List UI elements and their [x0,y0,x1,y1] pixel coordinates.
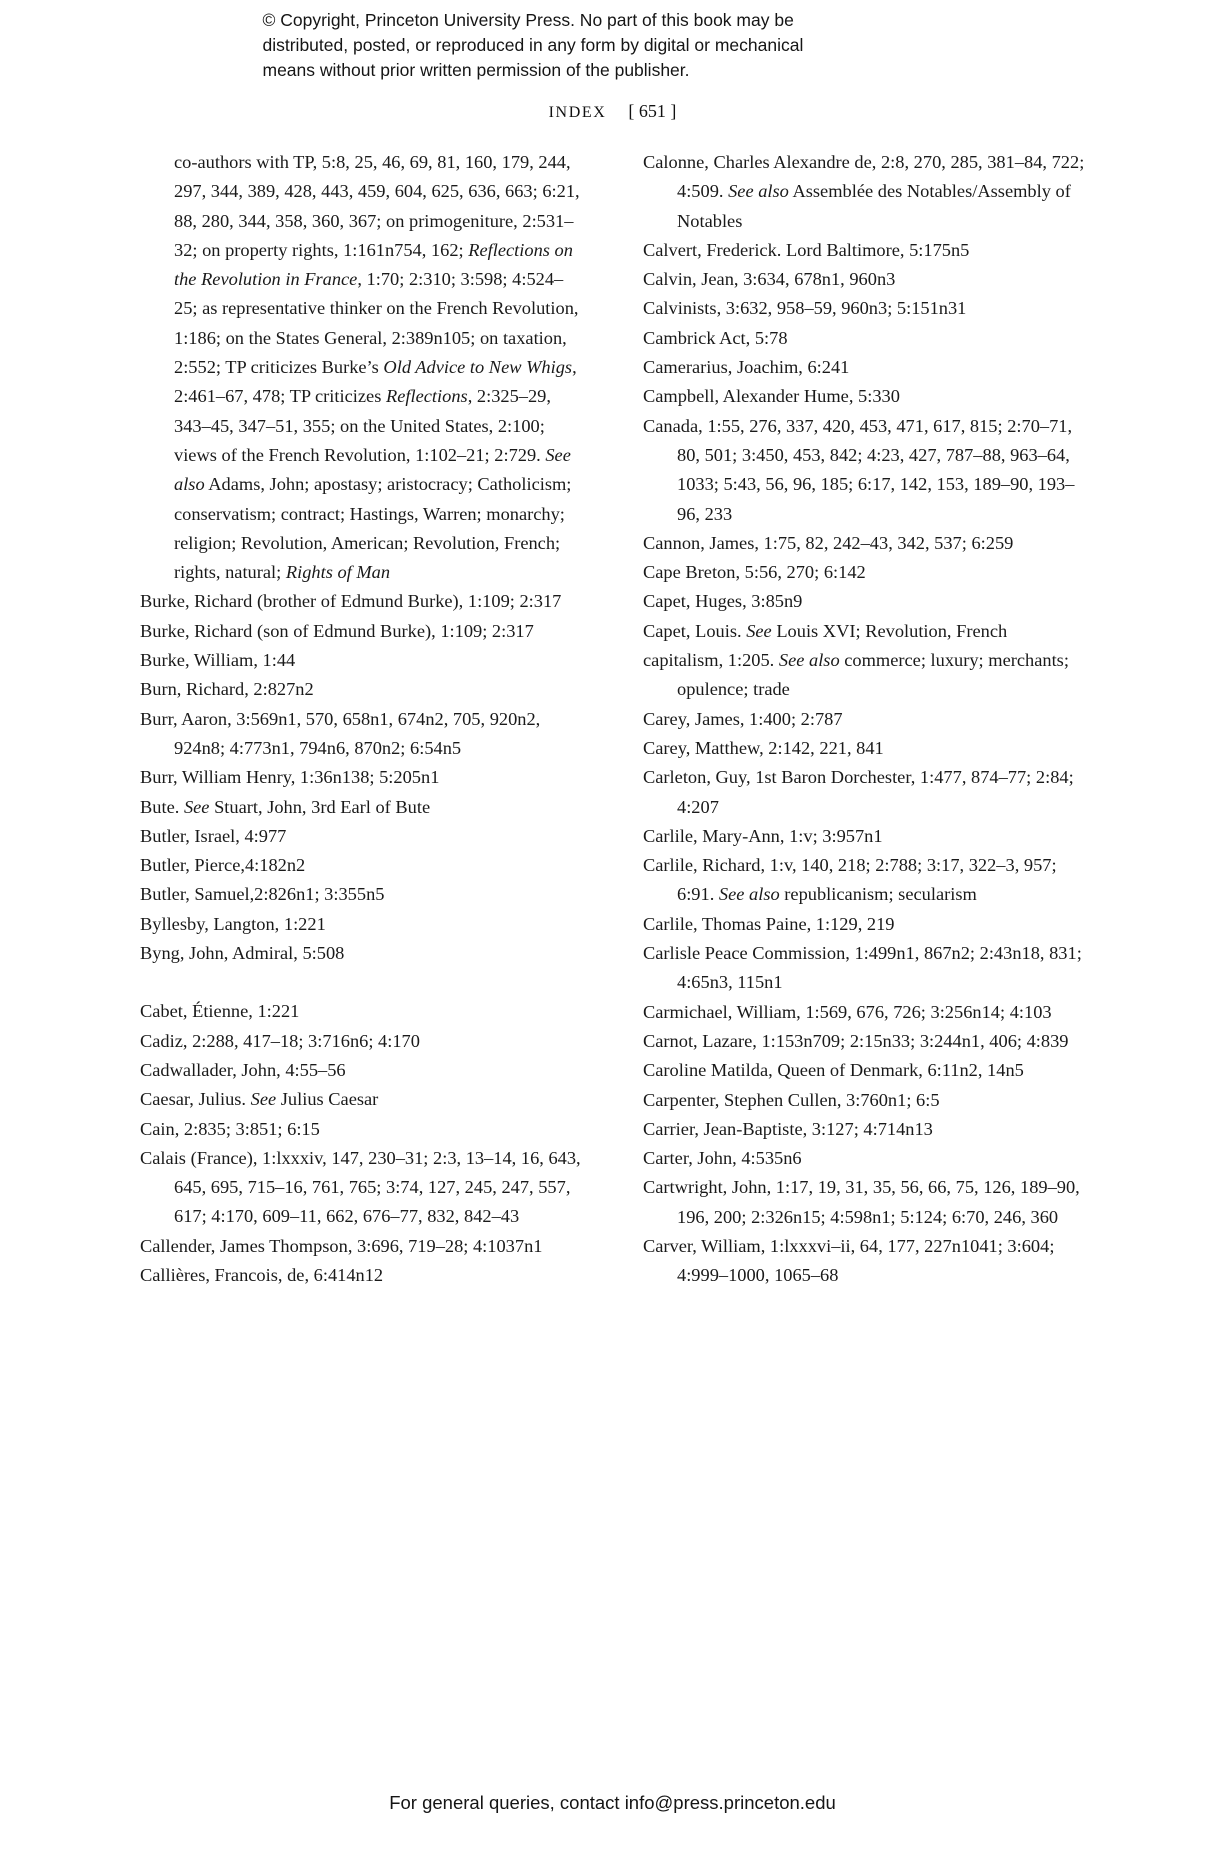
index-entry: Butler, Pierce,4:182n2 [140,855,306,876]
index-entry: Cabet, Étienne, 1:221 [140,1001,300,1022]
index-entry: Butler, Samuel,2:826n1; 3:355n5 [140,884,385,905]
index-entry: Carter, John, 4:535n6 [643,1148,802,1169]
index-entry: capitalism, 1:205. See also commerce; luxury; merchants; opulence; trade [643,650,1069,700]
index-entry: Capet, Louis. See Louis XVI; Revolution, French [643,620,1008,641]
page-footer: For general queries, contact info@press.princeton.edu [389,1792,836,1813]
index-entry: Cadwallader, John, 4:55–56 [140,1059,346,1080]
index-entry: Calvin, Jean, 3:634, 678n1, 960n3 [643,269,896,290]
index-entry: Carrier, Jean-Baptiste, 3:127; 4:714n13 [643,1118,933,1139]
index-entry-continued: co-authors with TP, 5:8, 25, 46, 69, 81, 160, 179, 244, 297, 344, 389, 428, 443, 459, 604, 625, 636, 663; 6:21, 88, 280, 344, 358, 360, 367; on primogeniture, 2:531–32; on property rights, 1:161n754, 162; Reflections on the Revolution in France, 1:70; 2:310; 3:598; 4:524–25; as representative thinker on the French Revolution, 1:186; on the States General, 2:389n105; on taxation, 2:552; TP criticizes Burke’s Old Advice to New Whigs, 2:461–67, 478; TP criticizes Reflections, 2:325–29, 343–45, 347–51, 355; on the United States, 2:100; views of the French Revolution, 1:102–21; 2:729. See also Adams, John; apostasy; aristocracy; Catholicism; conservatism; contract; Hastings, Warren; monarchy; religion; Revolution, American; Revolution, French; rights, natural; Rights of Man [174,152,580,583]
index-entry: Carlisle Peace Commission, 1:499n1, 867n2; 2:43n18, 831; 4:65n3, 115n1 [643,943,1082,993]
index-entry: Callières, Francois, de, 6:414n12 [140,1264,384,1285]
index-entry: Burr, William Henry, 1:36n138; 5:205n1 [140,767,440,788]
letter-section-gap [140,968,585,997]
index-entry: Calvert, Frederick. Lord Baltimore, 5:175n5 [643,239,970,260]
running-head [0,101,1225,122]
index-entry: Caroline Matilda, Queen of Denmark, 6:11n2, 14n5 [643,1060,1024,1081]
index-entry: Camerarius, Joachim, 6:241 [643,357,850,378]
index-entry: Burke, Richard (son of Edmund Burke), 1:109; 2:317 [140,620,534,641]
index-entry: Carpenter, Stephen Cullen, 3:760n1; 6:5 [643,1089,940,1110]
index-entry: Carey, James, 1:400; 2:787 [643,708,843,729]
copyright-line-3: means without prior written permission of the publisher. [262,59,690,80]
index-entry: Carey, Matthew, 2:142, 221, 841 [643,737,884,758]
copyright-line-1: © Copyright, Princeton University Press. No part of this book may be [262,10,794,30]
index-entry: Calonne, Charles Alexandre de, 2:8, 270, 285, 381–84, 722; 4:509. See also Assemblée des Notables/Assembly of Notables [643,152,1085,231]
index-entry: Callender, James Thompson, 3:696, 719–28; 4:1037n1 [140,1235,543,1256]
index-entry: Bute. See Stuart, John, 3rd Earl of Bute [140,796,431,817]
index-column-right [643,148,1088,1291]
index-entry: Cape Breton, 5:56, 270; 6:142 [643,562,866,583]
index-entry: Capet, Huges, 3:85n9 [643,591,803,612]
index-entry: Burke, Richard (brother of Edmund Burke), 1:109; 2:317 [140,591,562,612]
copyright-notice [0,8,1225,83]
index-entry: Carlile, Mary-Ann, 1:v; 3:957n1 [643,825,883,846]
index-entry: Carnot, Lazare, 1:153n709; 2:15n33; 3:244n1, 406; 4:839 [643,1030,1069,1051]
copyright-line-2: distributed, posted, or reproduced in any form by digital or mechanical [262,34,804,55]
running-head-label: INDEX [548,104,607,121]
index-entry: Caesar, Julius. See Julius Caesar [140,1089,379,1110]
index-entry: Calais (France), 1:lxxxiv, 147, 230–31; 2:3, 13–14, 16, 643, 645, 695, 715–16, 761, 765; 3:74, 127, 245, 247, 557, 617; 4:170, 609–11, 662, 676–77, 832, 842–43 [140,1147,581,1227]
index-entry: Calvinists, 3:632, 958–59, 960n3; 5:151n31 [643,298,967,319]
index-entry: Butler, Israel, 4:977 [140,825,287,846]
index-entry: Cambrick Act, 5:78 [643,327,788,348]
index-entry: Byllesby, Langton, 1:221 [140,913,326,934]
index-column-left [140,148,585,1291]
index-entry: Cain, 2:835; 3:851; 6:15 [140,1118,320,1139]
index-entry: Cannon, James, 1:75, 82, 242–43, 342, 537; 6:259 [643,532,1014,553]
index-entry: Carleton, Guy, 1st Baron Dorchester, 1:477, 874–77; 2:84; 4:207 [643,767,1074,817]
index-entry: Burn, Richard, 2:827n2 [140,679,314,700]
index-entry: Byng, John, Admiral, 5:508 [140,943,345,964]
index-entry: Cadiz, 2:288, 417–18; 3:716n6; 4:170 [140,1030,420,1051]
index-entry: Carlile, Thomas Paine, 1:129, 219 [643,913,895,934]
index-entry: Carmichael, William, 1:569, 676, 726; 3:256n14; 4:103 [643,1001,1052,1022]
index-columns [140,148,1088,1291]
index-entry: Campbell, Alexander Hume, 5:330 [643,386,900,407]
page-folio: [ 651 ] [628,101,677,121]
index-entry: Burr, Aaron, 3:569n1, 570, 658n1, 674n2, 705, 920n2, 924n8; 4:773n1, 794n6, 870n2; 6:54n5 [140,708,541,758]
index-entry: Burke, William, 1:44 [140,650,296,671]
index-entry: Carver, William, 1:lxxxvi–ii, 64, 177, 227n1041; 3:604; 4:999–1000, 1065–68 [643,1235,1055,1286]
index-entry: Canada, 1:55, 276, 337, 420, 453, 471, 617, 815; 2:70–71, 80, 501; 3:450, 453, 842; 4:23, 427, 787–88, 963–64, 1033; 5:43, 56, 96, 185; 6:17, 142, 153, 189–90, 193–96, 233 [643,415,1075,524]
index-entry: Cartwright, John, 1:17, 19, 31, 35, 56, 66, 75, 126, 189–90, 196, 200; 2:326n15; 4:598n1; 5:124; 6:70, 246, 360 [643,1177,1080,1227]
index-entry: Carlile, Richard, 1:v, 140, 218; 2:788; 3:17, 322–3, 957; 6:91. See also republicanism; secularism [643,855,1057,905]
